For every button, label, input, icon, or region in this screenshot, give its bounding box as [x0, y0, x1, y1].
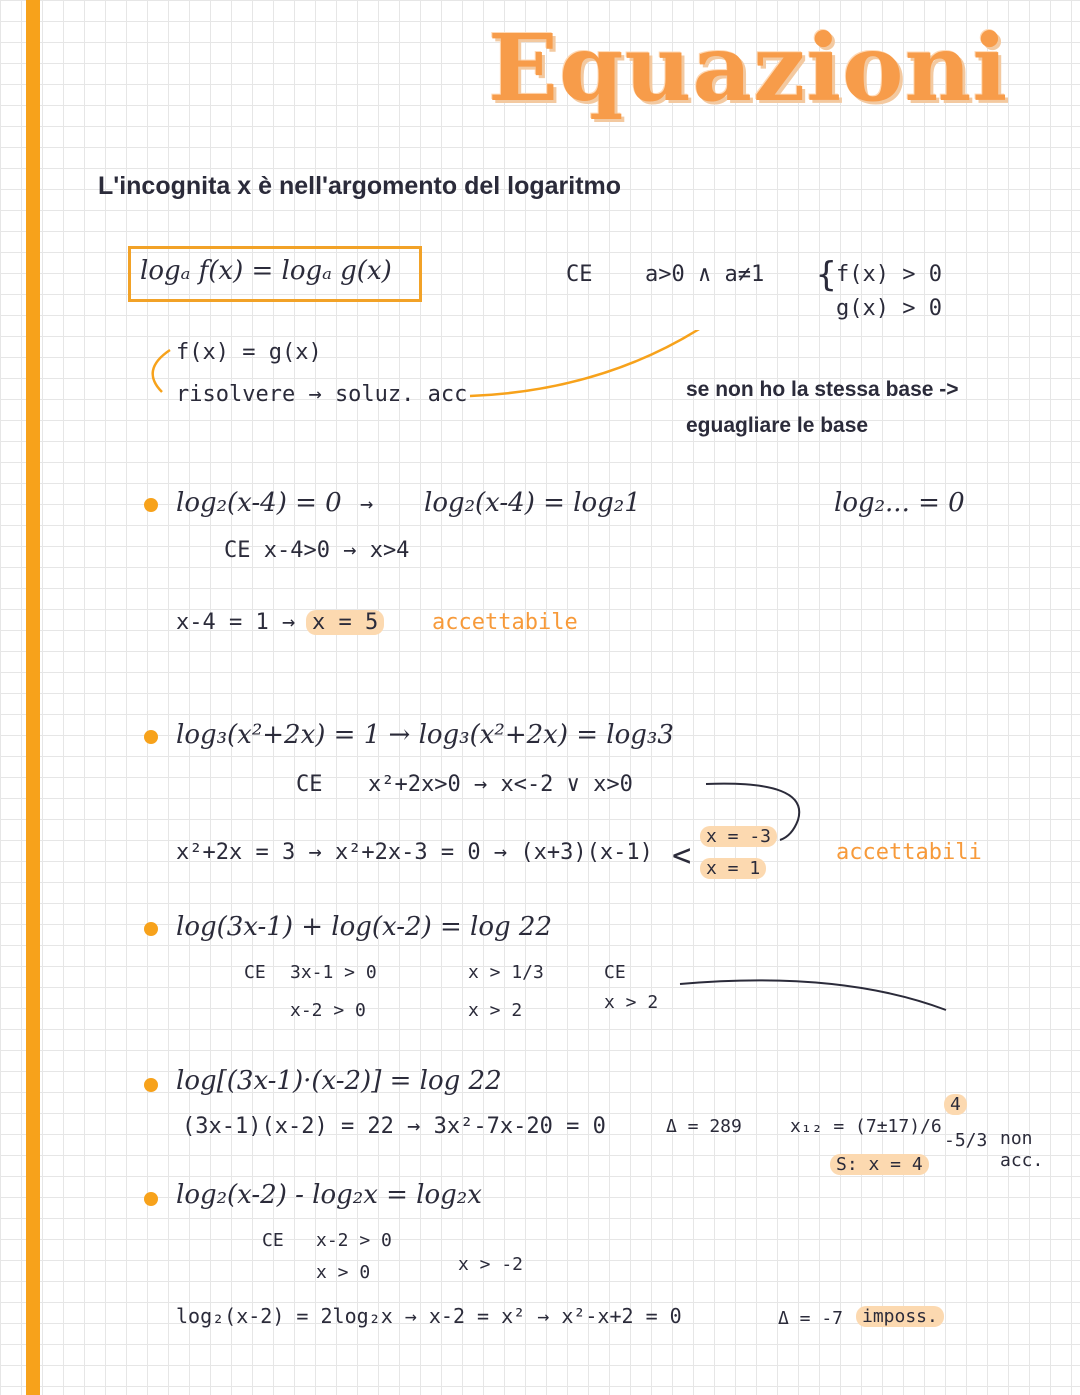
ex3-ce2: x > 2 [604, 992, 659, 1013]
ex1-sol: x-4 = 1 → [176, 610, 296, 635]
bullet [144, 730, 158, 744]
ex3-root-b: -5/3 [944, 1130, 988, 1151]
ex2-verdict: accettabili [836, 840, 982, 865]
bullet [144, 498, 158, 512]
ex2-root1: x = -3 [700, 826, 777, 847]
rule-ce-label: CE [566, 262, 593, 287]
ex2-ce-label: CE [296, 772, 323, 797]
ex3-res1: x > 1/3 [468, 962, 544, 983]
rule-step1: f(x) = g(x) [176, 340, 322, 365]
ex4-sys1: x-2 > 0 [316, 1230, 392, 1251]
bullet [144, 1192, 158, 1206]
ex3-ce-label: CE [244, 962, 266, 983]
ex2-root2: x = 1 [700, 858, 766, 879]
ex4-verdict: imposs. [856, 1306, 944, 1327]
page-title: Equazioni [488, 14, 1009, 122]
ex4-delta: Δ = -7 [778, 1308, 844, 1329]
ex3-sys1: 3x-1 > 0 [290, 962, 377, 983]
ex1-result: x = 5 [306, 610, 384, 635]
note-line1: se non ho la stessa base -> [686, 378, 959, 401]
ex3-eq: log(3x-1) + log(x-2) = log 22 [176, 912, 552, 942]
ex1-eq2: log₂(x-4) = log₂1 [424, 488, 641, 518]
brace: { [816, 255, 837, 295]
angle-bracket: < [672, 836, 692, 874]
bullet [144, 922, 158, 936]
subtitle: L'incognita x è nell'argomento del logaritmo [98, 172, 622, 200]
ex2-link-arrow [706, 784, 799, 840]
ex2-steps: x²+2x = 3 → x²+2x-3 = 0 → (x+3)(x-1) [176, 840, 653, 865]
ex1-verdict: accettabile [432, 610, 578, 635]
ex3-root-a: 4 [944, 1094, 967, 1115]
ex3-formula: x₁₂ = (7±17)/6 [790, 1116, 942, 1137]
rule-ce-condition: a>0 ∧ a≠1 [645, 262, 765, 287]
rule-ce-system-2: g(x) > 0 [836, 296, 942, 321]
ex3-expand: (3x-1)(x-2) = 22 → 3x²-7x-20 = 0 [182, 1114, 606, 1139]
bullet [144, 1078, 158, 1092]
ex3-acc: acc. [1000, 1150, 1044, 1171]
ex3-link-arrow [680, 980, 946, 1010]
note-line2: eguagliare le base [686, 414, 869, 437]
ex1-side: log₂... = 0 [834, 488, 965, 518]
ex2-eq: log₃(x²+2x) = 1 → log₃(x²+2x) = log₃3 [176, 720, 674, 750]
ex1-arrow: → [360, 492, 374, 517]
ex4-steps: log₂(x-2) = 2log₂x → x-2 = x² → x²-x+2 = 0 [176, 1304, 682, 1328]
ex3-solution: S: x = 4 [830, 1154, 929, 1175]
ex1-ce: CE x-4>0 → x>4 [224, 538, 410, 563]
ex3-sys2: x-2 > 0 [290, 1000, 366, 1021]
ex3-eq2: log[(3x-1)·(x-2)] = log 22 [176, 1066, 502, 1096]
ex3-non: non [1000, 1128, 1033, 1149]
loop-arrow [153, 350, 170, 392]
rule-step2: risolvere → soluz. acc [176, 382, 468, 407]
margin-bar [26, 0, 40, 1395]
rule-ce-system-1: f(x) > 0 [836, 262, 942, 287]
ex4-ce-res: x > -2 [458, 1254, 524, 1275]
ex4-eq: log₂(x-2) - log₂x = log₂x [176, 1180, 482, 1210]
ex2-ce: x²+2x>0 → x<-2 ∨ x>0 [368, 772, 633, 797]
ex4-sys2: x > 0 [316, 1262, 371, 1283]
rule-formula: logₐ f(x) = logₐ g(x) [140, 256, 392, 286]
ex1-eq: log₂(x-4) = 0 [176, 488, 342, 518]
ex3-ce2-label: CE [604, 962, 626, 983]
ex3-delta: Δ = 289 [666, 1116, 742, 1137]
ex4-ce-label: CE [262, 1230, 284, 1251]
ex3-res2: x > 2 [468, 1000, 523, 1021]
connector-arrows [660, 760, 960, 1020]
